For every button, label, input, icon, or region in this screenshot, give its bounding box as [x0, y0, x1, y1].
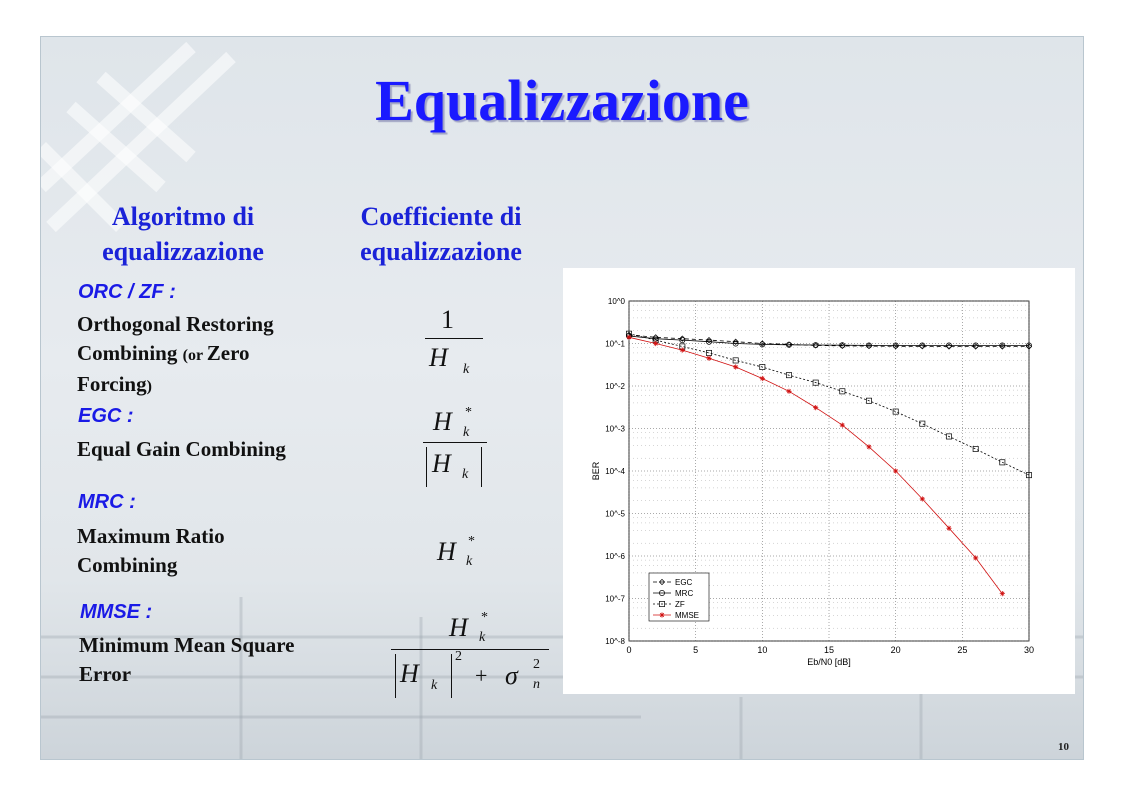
- ber-chart-svg: [563, 268, 1075, 694]
- formula-egc-h: H: [433, 407, 452, 436]
- x-tick-label: 25: [957, 645, 968, 655]
- heading-line: equalizzazione: [102, 237, 264, 266]
- fraction-bar: [423, 442, 487, 443]
- abs-bar-right: [481, 447, 482, 487]
- formula-mrc-h: H: [437, 537, 456, 566]
- x-tick-label: 30: [1023, 645, 1035, 655]
- fraction-bar: [425, 338, 483, 339]
- data-point: [893, 468, 898, 473]
- slide: [40, 36, 1084, 760]
- formula-mmse-k-den: k: [431, 678, 438, 693]
- category-egc: EGC :: [78, 405, 134, 427]
- formula-zf-k: k: [463, 362, 470, 377]
- x-tick-label: 15: [823, 645, 835, 655]
- desc-line: Combining (or Zero: [77, 341, 250, 365]
- x-tick-label: 0: [626, 645, 632, 655]
- formula-mrc-k: k: [466, 554, 473, 569]
- heading-line: Algoritmo di: [111, 202, 255, 231]
- legend-label: MMSE: [675, 611, 699, 620]
- formula-zf-numerator: 1: [441, 305, 454, 334]
- formula-mmse-sigma-sq: 2: [533, 657, 540, 672]
- y-tick-label: 10^-5: [605, 509, 625, 519]
- x-tick-label: 5: [693, 645, 699, 655]
- desc-line: Maximum Ratio: [77, 524, 225, 548]
- formula-mmse-sq: 2: [455, 649, 462, 664]
- formula-mmse-star: *: [481, 610, 488, 625]
- formula-egc-k-den: k: [462, 467, 469, 482]
- slide-title: Equalizzazione: [375, 68, 749, 133]
- abs-bar-left: [426, 447, 427, 487]
- y-tick-label: 10^0: [607, 297, 625, 306]
- legend-label: ZF: [675, 600, 685, 609]
- formula-mmse-h: H: [449, 613, 468, 642]
- formula-mmse-plus: +: [475, 663, 488, 688]
- heading-line: equalizzazione: [360, 237, 522, 266]
- y-tick-label: 10^-3: [605, 424, 625, 434]
- heading-line: Coefficiente di: [360, 202, 522, 231]
- data-point: [733, 364, 738, 369]
- y-tick-label: 10^-4: [605, 467, 625, 476]
- data-point: [813, 405, 818, 410]
- formula-mmse-n: n: [533, 677, 540, 692]
- category-mmse: MMSE :: [80, 601, 153, 623]
- formula-egc-h-den: H: [432, 449, 451, 478]
- desc-egc: [77, 435, 357, 464]
- coefficient-heading: [341, 199, 541, 269]
- legend-label: EGC: [675, 578, 693, 587]
- category-mrc: MRC :: [78, 491, 136, 513]
- formula-mrc-star: *: [468, 534, 475, 549]
- desc-line: Error: [79, 662, 132, 686]
- abs-bar-right: [451, 654, 452, 698]
- desc-line: Minimum Mean Square: [79, 633, 295, 657]
- page-number: 10: [1058, 741, 1069, 753]
- data-point: [760, 376, 765, 381]
- x-tick-label: 10: [757, 645, 768, 655]
- desc-line: Orthogonal Restoring: [77, 312, 274, 336]
- y-tick-label: 10^-6: [605, 552, 625, 561]
- fraction-bar: [391, 649, 549, 650]
- desc-line: Equal Gain Combining: [77, 437, 286, 461]
- formula-mmse-sigma: σ: [505, 661, 518, 690]
- category-orc-zf: ORC / ZF :: [78, 281, 176, 303]
- desc-mrc: [77, 522, 337, 580]
- formula-egc-k: k: [463, 425, 470, 440]
- data-point: [866, 444, 871, 449]
- y-tick-label: 10^-2: [605, 382, 625, 391]
- formula-egc-star: *: [465, 405, 472, 420]
- desc-orc-zf: [77, 310, 337, 401]
- x-tick-label: 20: [890, 645, 901, 655]
- y-tick-label: 10^-7: [605, 594, 625, 604]
- formula-mmse-h-den: H: [400, 659, 419, 688]
- desc-line: Combining: [77, 553, 178, 577]
- data-point: [653, 341, 658, 346]
- formula-mmse-k: k: [479, 630, 486, 645]
- data-point: [680, 347, 685, 352]
- y-tick-label: 10^-1: [605, 339, 625, 349]
- data-point: [946, 526, 951, 531]
- ber-chart: [563, 268, 1075, 694]
- y-tick-label: 10^-8: [605, 637, 625, 646]
- desc-mmse: [79, 631, 359, 689]
- algorithm-heading: [83, 199, 283, 269]
- x-axis-label: Eb/N0 [dB]: [807, 657, 851, 667]
- y-axis-label: BER: [591, 461, 601, 481]
- legend-label: MRC: [675, 589, 694, 598]
- formula-zf-h: H: [429, 343, 448, 372]
- data-point: [1000, 591, 1005, 596]
- abs-bar-left: [395, 654, 396, 698]
- desc-line: Forcing): [77, 372, 152, 396]
